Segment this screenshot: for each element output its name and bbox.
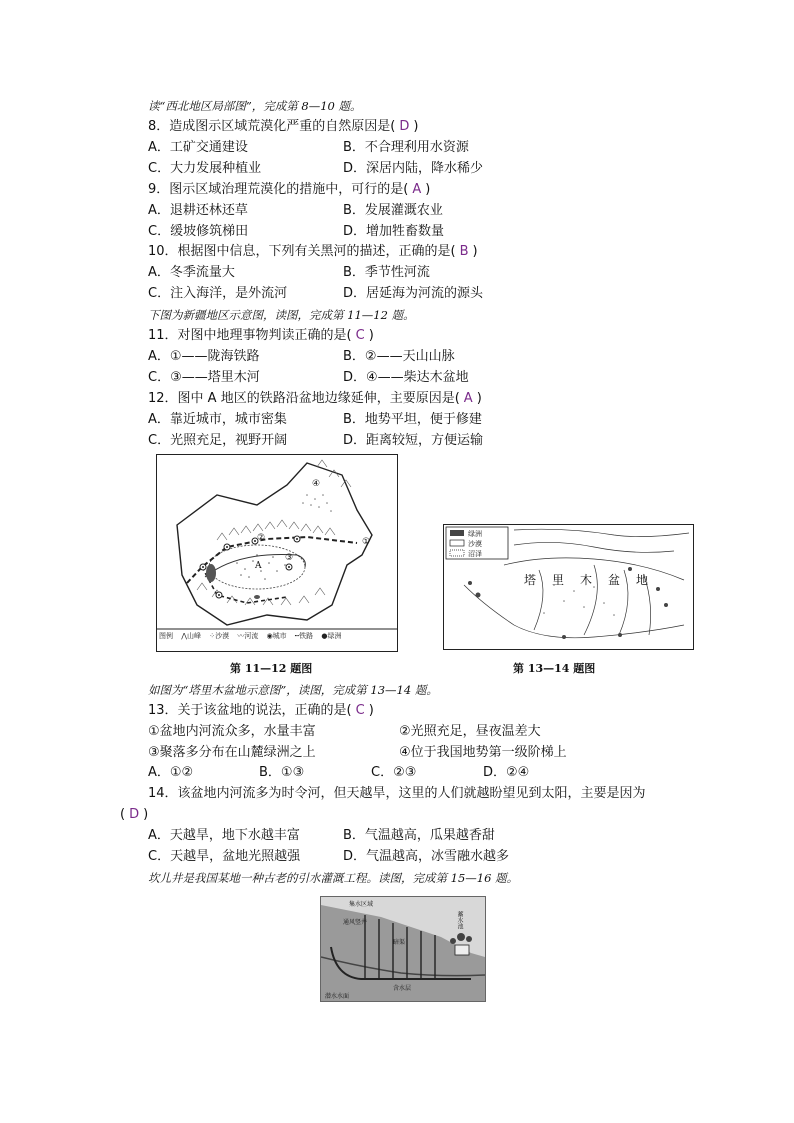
q11-answer: C [355,328,365,343]
desert-icon: ⁘ [209,632,216,640]
map2-legend-swamp: 沼泽 [468,550,482,558]
map1-legend: 图例 ⋀山峰 ⁘沙漠 〰河流 ◉城市 ┅铁路 ●绿洲 [159,632,342,640]
map2-basin-char-2: 里 [552,573,565,587]
map1-mark-2: ② [257,533,266,543]
map1-mark-4: ④ [312,479,321,489]
map2-basin-char-1: 塔 [524,573,537,587]
caption-11-12: 第 11—12 题图 [230,662,313,675]
map1-mark-3: ③ [285,553,294,563]
q13-statement-2: ②光照充足，昼夜温差大 [399,724,541,739]
q10-option-c: C．注入海洋，是外流河 [148,286,288,301]
q9-option-c: C．缓坡修筑梯田 [148,224,249,239]
question-10: 10．根据图中信息，下列有关黑河的描述，正确的是( B ) [148,244,478,259]
q8-answer: D [399,119,410,134]
karez-label-shaft: 通风竖井 [343,919,368,926]
map2-legend-oasis: 绿洲 [468,530,482,538]
q9-answer: A [412,182,422,197]
intro-8-10: 读“西北地区局部图”，完成第 8—10 题。 [148,99,362,113]
intro-15-16: 坎儿井是我国某地一种古老的引水灌溉工程。读图，完成第 15—16 题。 [148,871,519,885]
question-8: 8．造成图示区域荒漠化严重的自然原因是( D ) [148,119,419,134]
railway-icon: ┅ [294,632,300,640]
q12-option-a: A．靠近城市，城市密集 [148,412,287,427]
q9-option-d: D．增加牲畜数量 [343,224,445,239]
intro-13-14: 如图为“塔里木盆地示意图”，读图，完成第 13—14 题。 [148,683,438,697]
q11-option-a: A．①——陇海铁路 [148,349,260,364]
question-14: 14．该盆地内河流多为时令河，但天越旱，这里的人们就越盼望见到太阳，主要是因为 [148,786,646,801]
q10-option-d: D．居延海为河流的源头 [343,286,484,301]
q9-option-a: A．退耕还林还草 [148,203,248,218]
q13-answer: C [355,703,365,718]
q14-answer: D [129,807,140,822]
mountain-icon: ⋀ [181,632,187,640]
q13-option-a: A．①② [148,765,194,780]
q12-option-b: B．地势平坦，便于修建 [343,412,482,427]
karez-label-catchment: 集水区域 [349,901,374,908]
karez-label-channel: 暗渠 [393,939,406,946]
q13-statement-1: ①盆地内河流众多，水量丰富 [148,724,316,739]
map2-legend-desert: 沙漠 [468,540,482,548]
caption-13-14: 第 13—14 题图 [513,662,596,675]
q14-answer-line: ( D ) [120,807,149,822]
map1-label-a: A [255,561,262,571]
karez-diagram [320,896,486,1002]
question-9: 9．图示区域治理荒漠化的措施中，可行的是( A ) [148,182,431,197]
q11-option-d: D．④——柴达木盆地 [343,370,469,385]
question-13: 13．关于该盆地的说法，正确的是( C ) [148,703,374,718]
q8-option-b: B．不合理利用水资源 [343,140,469,155]
river-icon: 〰 [237,632,245,640]
oasis-icon: ● [321,632,328,640]
map2-basin-char-5: 地 [636,573,649,587]
xinjiang-map [156,454,398,652]
karez-label-watertable: 潜水水面 [325,993,350,1000]
karez-label-pool: 蓄水池 [456,911,463,929]
q13-option-d: D．②④ [483,765,530,780]
q12-option-d: D．距离较短，方便运输 [343,433,484,448]
q12-option-c: C．光照充足，视野开阔 [148,433,288,448]
karez-label-aquifer: 含水层 [393,985,412,992]
q8-option-c: C．大力发展种植业 [148,161,262,176]
q14-option-a: A．天越旱，地下水越丰富 [148,828,300,843]
q12-answer: A [463,391,473,406]
map2-basin-char-3: 木 [580,573,593,587]
tarim-basin-map [443,524,694,650]
q10-option-a: A．冬季流量大 [148,265,235,280]
q13-option-b: B．①③ [259,765,305,780]
q11-option-b: B．②——天山山脉 [343,349,455,364]
question-12: 12．图中 A 地区的铁路沿盆地边缘延伸，主要原因是( A ) [148,391,482,406]
q9-option-b: B．发展灌溉农业 [343,203,443,218]
q14-option-b: B．气温越高，瓜果越香甜 [343,828,495,843]
q14-option-d: D．气温越高，冰雪融水越多 [343,849,510,864]
map1-mark-1: ① [362,537,371,547]
q8-stem: 8．造成图示区域荒漠化严重的自然原因是( [148,119,396,134]
q10-option-b: B．季节性河流 [343,265,430,280]
q11-option-c: C．③——塔里木河 [148,370,260,385]
q14-option-c: C．天越旱，盆地光照越强 [148,849,301,864]
city-icon: ◉ [266,632,273,640]
q13-statement-3: ③聚落多分布在山麓绿洲之上 [148,745,316,760]
q8-option-a: A．工矿交通建设 [148,140,248,155]
intro-11-12: 下图为新疆地区示意图，读图，完成第 11—12 题。 [148,308,415,322]
q13-option-c: C．②③ [371,765,417,780]
map2-basin-char-4: 盆 [608,573,621,587]
q13-statement-4: ④位于我国地势第一级阶梯上 [399,745,567,760]
q8-option-d: D．深居内陆，降水稀少 [343,161,484,176]
q10-answer: B [459,244,469,259]
question-11: 11．对图中地理事物判读正确的是( C ) [148,328,374,343]
